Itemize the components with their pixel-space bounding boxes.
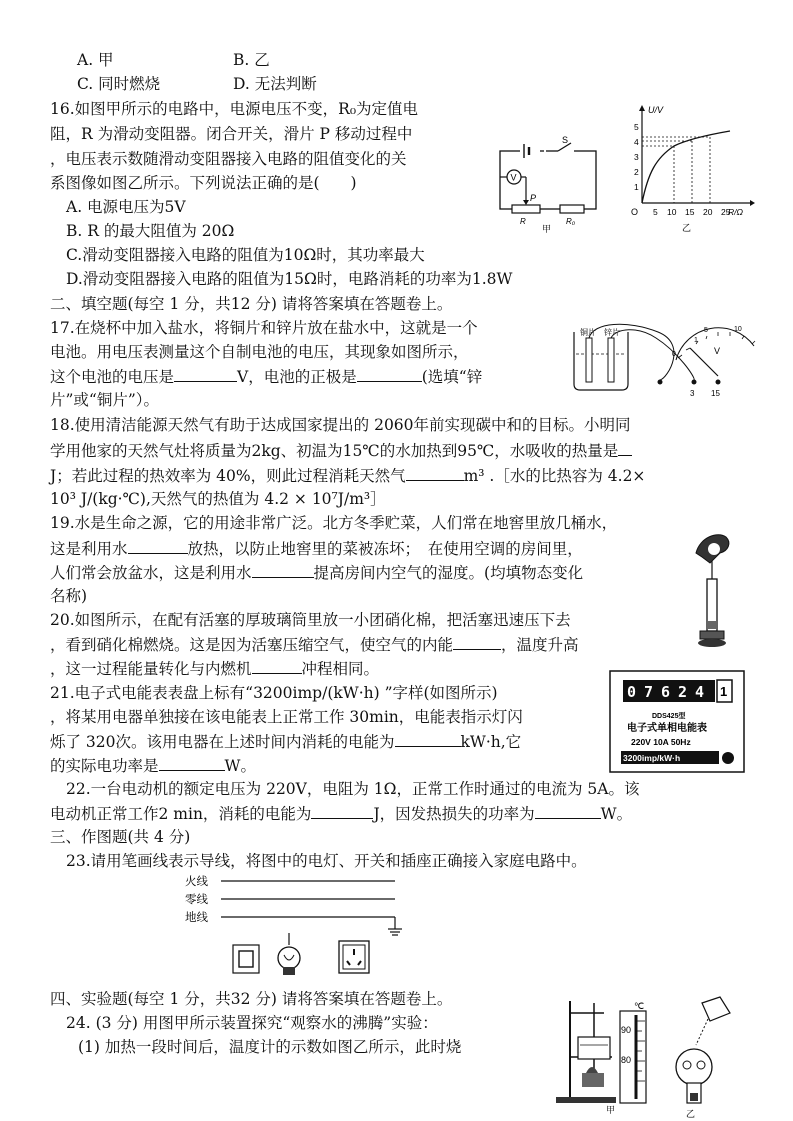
fig24b-caption: 乙 [686, 1109, 696, 1119]
fig16b-caption: 乙 [682, 223, 692, 233]
meter-imp: 3200imp/kW·h [623, 753, 681, 763]
q19-line1: 19.水是生命之源，它的用途非常广泛。北方冬季贮菜，人们常在地窖里放几桶水， [50, 514, 618, 532]
option-a: A. 甲 [77, 51, 114, 69]
q18-text-c: m³ .［水的比热容为 4.2× [463, 467, 646, 485]
digit-1: 0 [627, 683, 637, 701]
q21-blank-energy[interactable] [395, 731, 461, 747]
q16-graph-figure [626, 103, 756, 238]
x-tick-25: 25 [721, 207, 731, 217]
alcohol-lamp-icon [582, 1073, 604, 1087]
q16-option-d: D.滑动变阻器接入电路的阻值为15Ω时，电路消耗的功率为1.8W [66, 270, 513, 288]
q18-line1: 18.使用清洁能源天然气有助于达成国家提出的 2060年前实现碳中和的目标。小明同 [50, 416, 631, 434]
scale-0: 0 [672, 351, 676, 358]
digit-2: 7 [644, 683, 654, 701]
q17-blank-voltage[interactable] [174, 366, 237, 382]
q24-line1: 24. (3 分) 用图甲所示装置探究“观察水的沸腾”实验： [66, 1014, 438, 1032]
q17-text-b: V，电池的正极是 [237, 368, 357, 386]
scale-5: 5 [704, 327, 708, 334]
q20-line3 [50, 658, 379, 679]
x-tick-15: 15 [685, 207, 695, 217]
meter-name: 电子式单相电能表 [627, 723, 707, 734]
voltmeter-v: V [714, 346, 721, 356]
q19-text-a: 这是利用水 [50, 540, 128, 558]
q19-blank-1[interactable] [128, 538, 188, 554]
q16-line2: 阻，R 为滑动变阻器。闭合开关，滑片 P 移动过程中 [50, 125, 413, 143]
q19-line4: 名称) [50, 587, 88, 605]
section-drawing-heading: 三、作图题(共 4 分) [50, 828, 191, 846]
x-tick-10: 10 [667, 207, 677, 217]
q17-text-c: (选填“锌 [421, 368, 483, 386]
y-tick-1: 1 [634, 182, 639, 192]
q20-text-a: ，看到硝化棉燃烧。这是因为活塞压缩空气，使空气的内能 [50, 636, 454, 654]
q20-line1: 20.如图所示，在配有活塞的厚玻璃筒里放一小团硝化棉，把活塞迅速压下去 [50, 611, 571, 629]
q20-line2 [50, 634, 579, 655]
q20-text-b: ，温度升高 [501, 636, 579, 654]
fig16a-caption: 甲 [542, 224, 552, 233]
q19-text-d: 提高房间内空气的湿度。(均填物态变化 [313, 564, 584, 582]
slider-label: P [530, 193, 537, 203]
q18-text-a: 学用他家的天然气灶将质量为2kg、初温为15℃的水加热到95℃，水吸收的热量是 [50, 442, 619, 460]
rheostat-icon [512, 205, 540, 213]
q21-line4 [50, 755, 256, 776]
q17-blank-pole[interactable] [357, 366, 422, 382]
section-experiment-heading: 四、实验题(每空 1 分，共32 分) 请将答案填在答题卷上。 [50, 990, 453, 1008]
q16-line3: ，电压表示数随滑动变阻器接入电路的阻值变化的关 [50, 150, 407, 168]
x-tick-5: 5 [653, 207, 658, 217]
option-c: C. 同时燃烧 [77, 75, 161, 93]
scale-1: 1 [694, 337, 698, 344]
beaker-icon [574, 332, 628, 390]
copper-plate [586, 338, 592, 382]
switch-label: S [562, 135, 569, 145]
q20-blank-2[interactable] [252, 658, 302, 674]
bulb-icon [278, 947, 300, 969]
terminal-15: 15 [711, 389, 720, 398]
q18-blank-volume[interactable] [406, 465, 464, 481]
digit-5: 4 [695, 683, 705, 701]
q22-text-b: J，因发热损失的功率为 [373, 805, 535, 823]
q21-text-d: W。 [224, 757, 256, 775]
x-ticks [653, 207, 731, 217]
q18-line2 [50, 440, 632, 461]
u-r-curve [642, 131, 730, 203]
q22-line2 [50, 803, 632, 824]
q21-text-c: 的实际电功率是 [50, 757, 159, 775]
q21-energy-meter-figure [609, 670, 745, 773]
q22-text-c: W。 [600, 805, 633, 823]
option-b: B. 乙 [233, 51, 270, 69]
q24-line2: (1) 加热一段时间后，温度计的示数如图乙所示，此时烧 [78, 1038, 462, 1056]
q19-text-c: 人们常会放盆水，这是利用水 [50, 564, 252, 582]
y-tick-2: 2 [634, 167, 639, 177]
scale-10: 10 [734, 326, 742, 333]
meter-spec: 220V 10A 50Hz [631, 737, 691, 747]
q20-tube-figure [692, 527, 738, 652]
q20-text-c: ，这一过程能量转化与内燃机 [50, 660, 252, 678]
q21-line2: ，将某用电器单独接在该电能表上正常工作 30min，电能表指示灯闪 [50, 708, 523, 726]
q17-text-a: 这个电池的电压是 [50, 368, 175, 386]
q16-line4: 系图像如图乙所示。下列说法正确的是( ) [50, 174, 357, 192]
q18-line4: 10³ J/(kg·℃),天然气的热值为 4.2 × 10⁷J/m³］ [50, 490, 386, 508]
q16-option-a: A. 电源电压为5V [66, 198, 186, 216]
pouring-beaker-icon [702, 997, 730, 1021]
q16-option-b: B. R 的最大阻值为 20Ω [66, 222, 235, 240]
q17-line1: 17.在烧杯中加入盐水，将铜片和锌片放在盐水中，这就是一个 [50, 319, 478, 337]
option-d: D. 无法判断 [233, 75, 317, 93]
q22-text-a: 电动机正常工作2 min，消耗的电能为 [50, 805, 312, 823]
q18-line3 [50, 465, 645, 486]
fig24a-caption: 甲 [606, 1105, 616, 1115]
q21-line1: 21.电子式电能表表盘上标有“3200imp/(kW·h) ”字样(如图所示) [50, 684, 498, 702]
thermo-80: 80 [621, 1055, 632, 1065]
neutral-wire-label: 零线 [185, 894, 208, 906]
section-fill-heading: 二、填空题(每空 1 分，共12 分) 请将答案填在答题卷上。 [50, 295, 453, 313]
thermo-90: 90 [621, 1025, 632, 1035]
flask-icon [676, 1049, 712, 1085]
q18-text-b: J；若此过程的热效率为 40%，则此过程消耗天然气 [50, 467, 406, 485]
x-axis-label: R/Ω [728, 207, 743, 217]
q21-text-a: 烁了 320次。该用电器在上述时间内消耗的电能为 [50, 733, 395, 751]
q20-text-d: 冲程相同。 [301, 660, 380, 678]
q24-apparatus-figure [548, 995, 748, 1121]
rheostat-label: R [520, 217, 526, 226]
q23-circuit-figure [185, 873, 407, 983]
fixed-resistor-label: R₀ [566, 217, 576, 226]
digit-4: 2 [678, 683, 688, 701]
copper-label: 铜片 [580, 328, 596, 337]
q17-line3 [50, 366, 482, 387]
fixed-resistor-icon [560, 205, 584, 213]
beaker-icon [578, 1037, 610, 1059]
origin-label: O [631, 207, 639, 217]
q19-line2 [50, 538, 583, 559]
y-tick-5: 5 [634, 122, 639, 132]
digit-decimal: 1 [720, 684, 728, 699]
q17-line2: 电池。用电压表测量这个自制电池的电压，其现象如图所示， [50, 343, 469, 361]
y-axis-label: U/V [648, 105, 664, 115]
q17-line4: 片”或“铜片”）。 [50, 391, 160, 409]
cotton-icon [708, 621, 716, 629]
live-wire-label: 火线 [185, 876, 208, 888]
q16-circuit-figure [490, 133, 608, 233]
zinc-plate [608, 338, 614, 382]
q19-text-b: 放热，以防止地窖里的菜被冻坏； 在使用空调的房间里， [187, 540, 583, 558]
q22-blank-energy[interactable] [311, 803, 373, 819]
x-tick-20: 20 [703, 207, 713, 217]
q18-blank-heat[interactable] [618, 440, 632, 456]
y-ticks [634, 122, 639, 192]
zinc-label: 锌片 [604, 328, 620, 337]
digit-3: 6 [661, 683, 671, 701]
indicator-light-icon [722, 752, 734, 764]
y-tick-4: 4 [634, 137, 639, 147]
q16-line1: 16.如图甲所示的电路中，电源电压不变，R₀为定值电 [50, 100, 419, 118]
q23-text: 23.请用笔画线表示导线，将图中的电灯、开关和插座正确接入家庭电路中。 [66, 852, 587, 870]
q16-option-c: C.滑动变阻器接入电路的阻值为10Ω时，其功率最大 [66, 246, 425, 264]
q22-blank-power[interactable] [535, 803, 601, 819]
q21-text-b: kW·h,它 [460, 733, 522, 751]
q21-line3 [50, 731, 521, 752]
switch-icon [233, 945, 259, 973]
meter-model: DDS425型 [652, 713, 686, 720]
q19-blank-2[interactable] [252, 562, 314, 578]
q17-battery-figure [568, 318, 763, 398]
voltmeter-label: V [510, 172, 517, 183]
y-tick-3: 3 [634, 152, 639, 162]
q19-line3 [50, 562, 583, 583]
thermo-unit: ℃ [634, 1001, 645, 1011]
tube-base [700, 631, 724, 639]
terminal-3: 3 [690, 389, 695, 398]
ground-wire-label: 地线 [185, 912, 208, 924]
flame-icon [586, 1067, 598, 1073]
q20-blank-1[interactable] [453, 634, 501, 650]
q21-blank-power[interactable] [159, 755, 225, 771]
q22-line1: 22.一台电动机的额定电压为 220V，电阻为 1Ω，正常工作时通过的电流为 5A。该 [66, 780, 640, 798]
